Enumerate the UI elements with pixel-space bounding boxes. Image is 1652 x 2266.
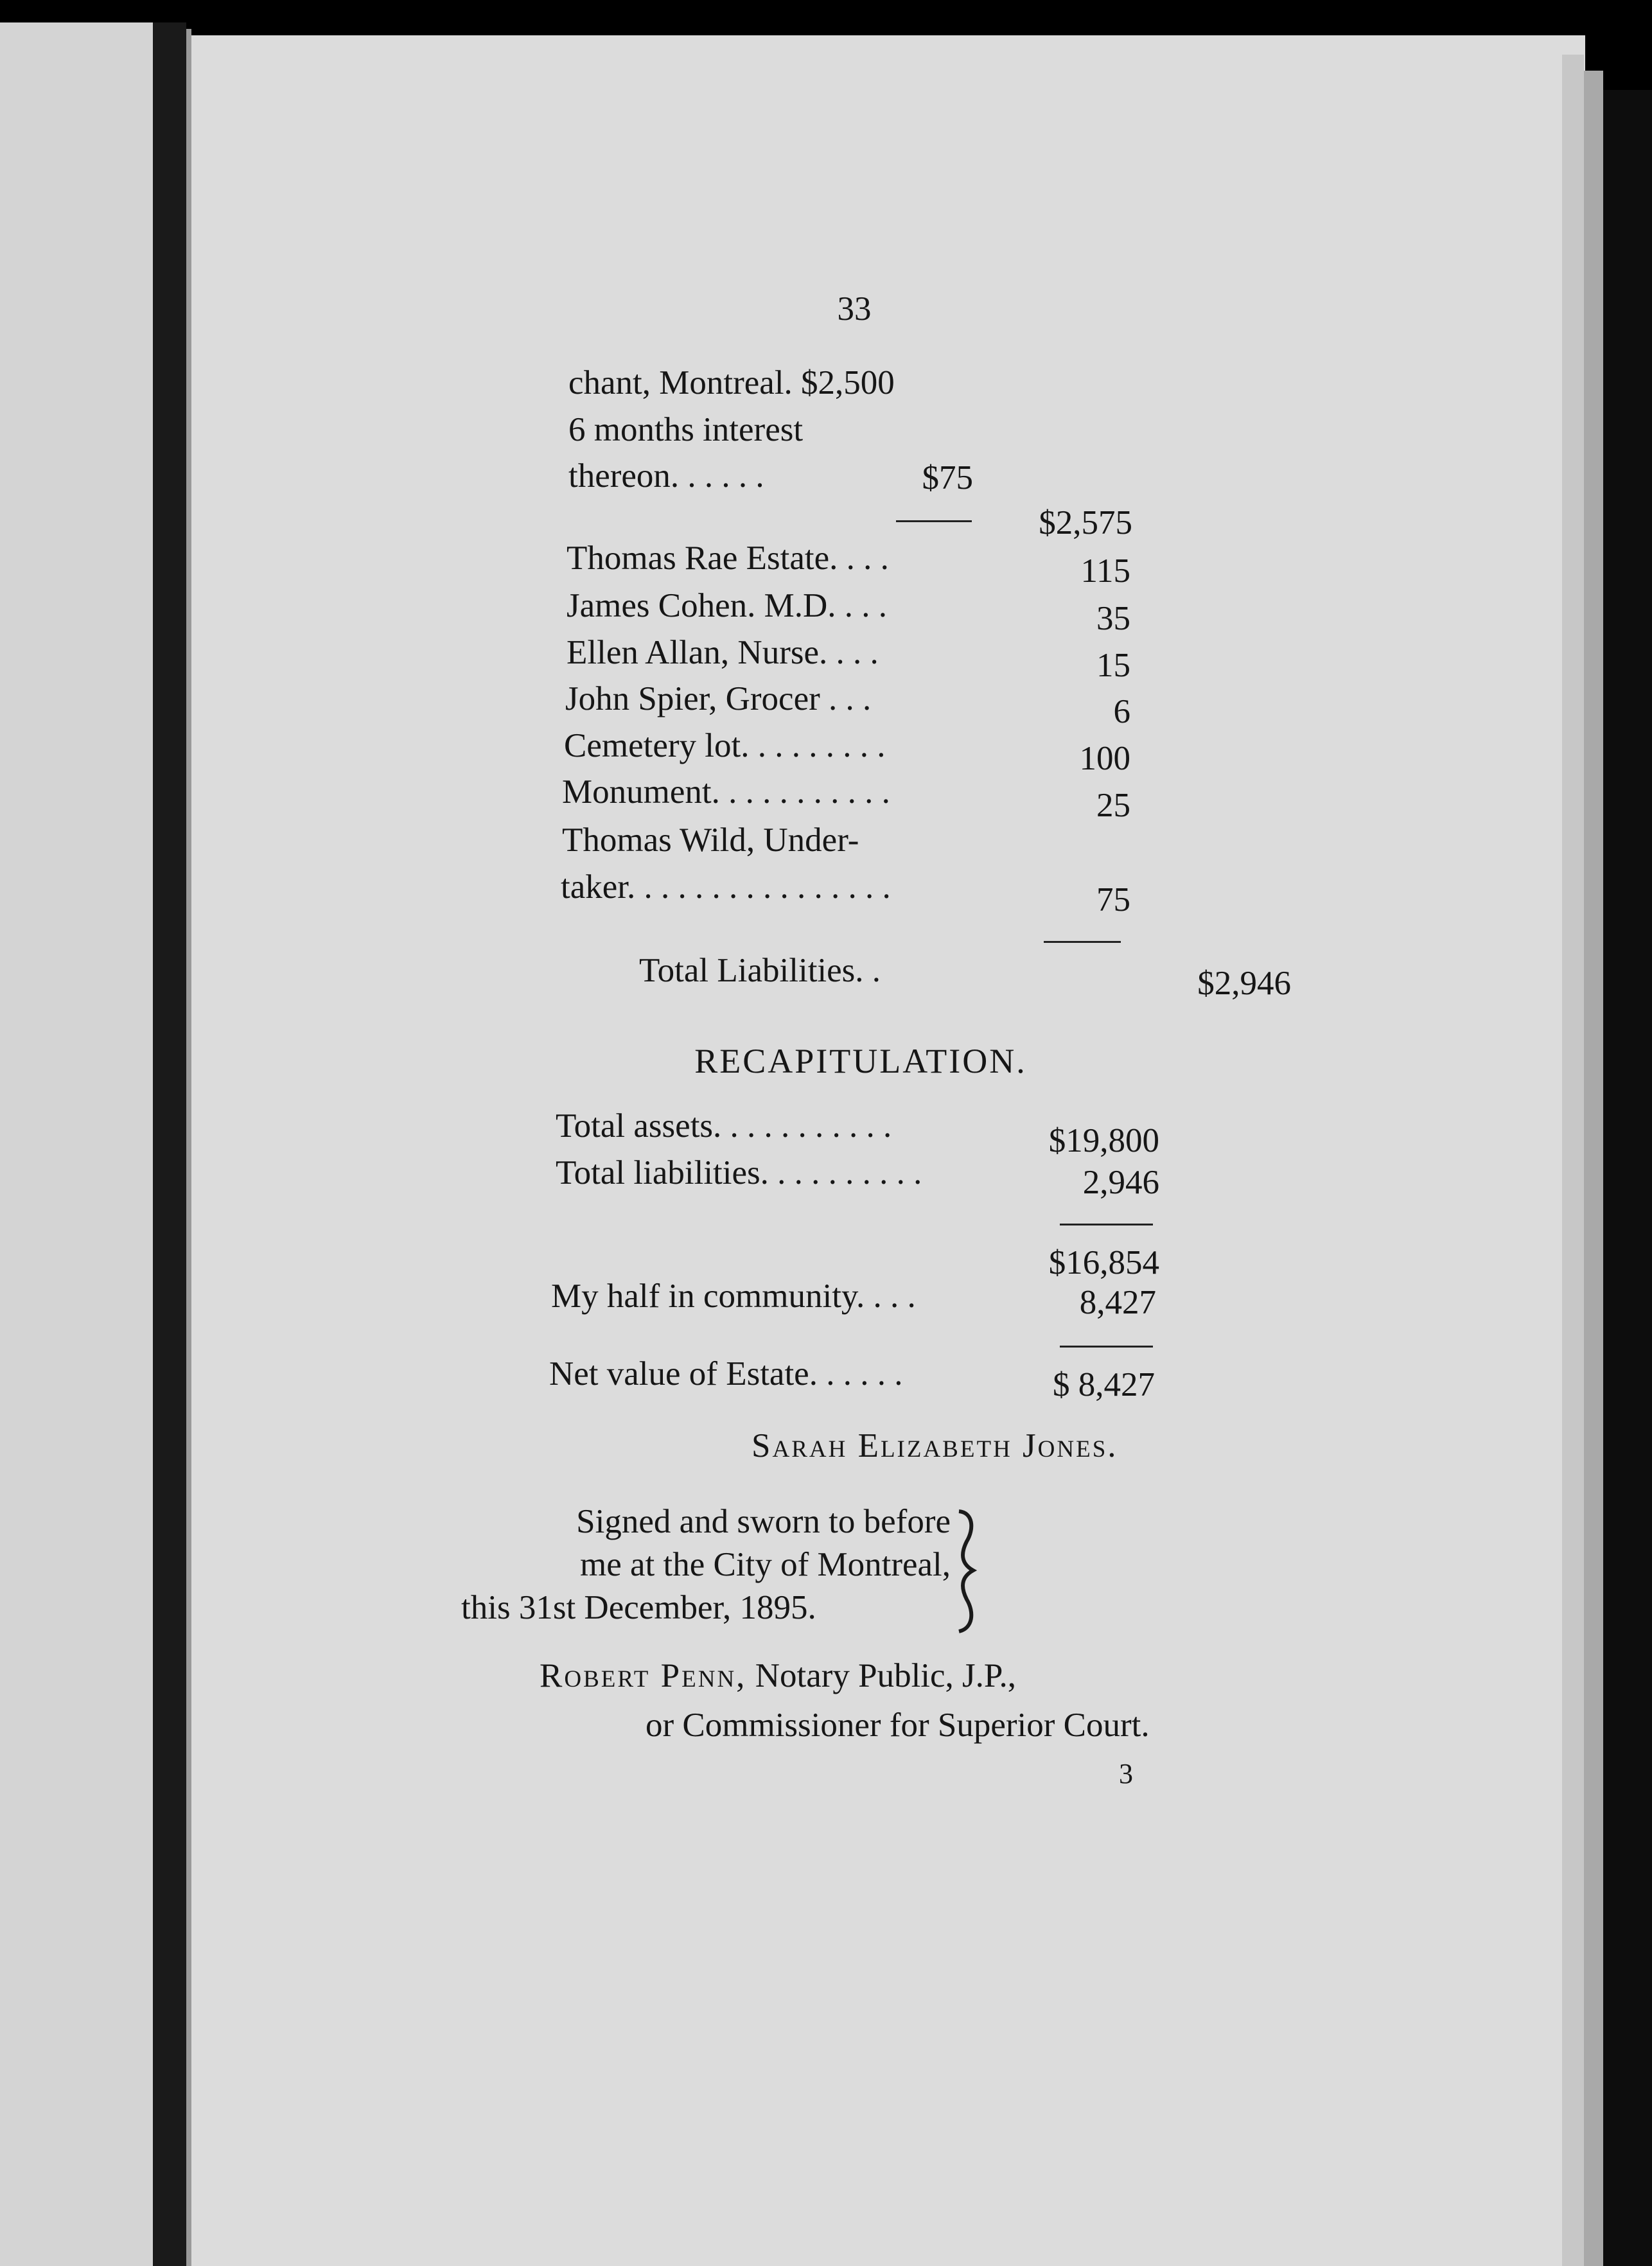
liability-intro-label: thereon. . . . . . [568, 457, 764, 495]
page-edge [1562, 55, 1584, 2266]
recap-row-label: Total assets. . . . . . . . . . . [556, 1107, 892, 1145]
liability-item-label: Thomas Wild, Under- [562, 821, 859, 859]
liability-item-amount: 75 [1096, 881, 1130, 918]
liability-item-amount: 6 [1113, 693, 1130, 730]
liability-item-label: John Spier, Grocer . . . [565, 680, 872, 717]
liability-item-label: taker. . . . . . . . . . . . . . . . [561, 868, 891, 906]
liability-item-label: Monument. . . . . . . . . . . [562, 773, 890, 811]
page-edge [1584, 71, 1603, 2266]
curly-brace-icon [947, 1506, 986, 1635]
liability-item-label: Ellen Allan, Nurse. . . . [567, 634, 879, 671]
notary-name: Robert Penn, [540, 1657, 747, 1694]
difference-rule [1060, 1224, 1153, 1225]
page-number: 33 [837, 290, 872, 328]
signature-mark: 3 [1119, 1758, 1133, 1789]
liability-item-label: James Cohen. M.D. . . . [567, 587, 888, 624]
deponent-name: Sarah Elizabeth Jones. [751, 1427, 1118, 1464]
liability-item-amount: 25 [1096, 787, 1130, 824]
liability-item-label: Cemetery lot. . . . . . . . . [564, 727, 886, 764]
liability-item-amount: 100 [1079, 740, 1130, 777]
liability-item-amount: 35 [1096, 600, 1130, 637]
recap-row-amount: $19,800 [1048, 1122, 1159, 1159]
total-liabilities-amount: $2,946 [1197, 965, 1291, 1002]
half-community-amount: 8,427 [1079, 1284, 1156, 1321]
notary-title: Notary Public, J.P., [746, 1657, 1017, 1694]
recap-difference: $16,854 [1048, 1244, 1159, 1281]
notary-commission: or Commissioner for Superior Court. [646, 1707, 1150, 1744]
jurat-line: Signed and sworn to before [576, 1503, 951, 1540]
liability-intro-line: chant, Montreal. $2,500 [568, 364, 895, 401]
liability-item-label: Thomas Rae Estate. . . . [567, 540, 889, 577]
liability-intro-amount: $75 [922, 459, 973, 496]
jurat-line: this 31st December, 1895. [461, 1589, 816, 1626]
half-community-label: My half in community. . . . [551, 1278, 916, 1315]
net-value-label: Net value of Estate. . . . . . [549, 1355, 903, 1392]
jurat-line: me at the City of Montreal, [580, 1546, 951, 1583]
liability-item-amount: 15 [1096, 647, 1130, 684]
left-page [0, 22, 153, 2266]
page-edge [1603, 90, 1652, 2266]
total-rule [1044, 941, 1121, 943]
book-gutter [153, 22, 186, 2266]
liability-item-amount: 115 [1080, 552, 1130, 590]
gutter-edge [186, 29, 191, 2266]
recapitulation-heading: RECAPITULATION. [694, 1042, 1027, 1080]
recap-row-label: Total liabilities. . . . . . . . . . [556, 1154, 922, 1191]
liability-subtotal: $2,575 [1039, 504, 1132, 541]
subtotal-rule [896, 520, 972, 522]
net-rule [1060, 1346, 1153, 1348]
recap-row-amount: 2,946 [1082, 1164, 1159, 1201]
liability-intro-line: 6 months interest [568, 411, 804, 448]
net-value-amount: $ 8,427 [1053, 1366, 1155, 1403]
total-liabilities-label: Total Liabilities. . [639, 952, 881, 989]
